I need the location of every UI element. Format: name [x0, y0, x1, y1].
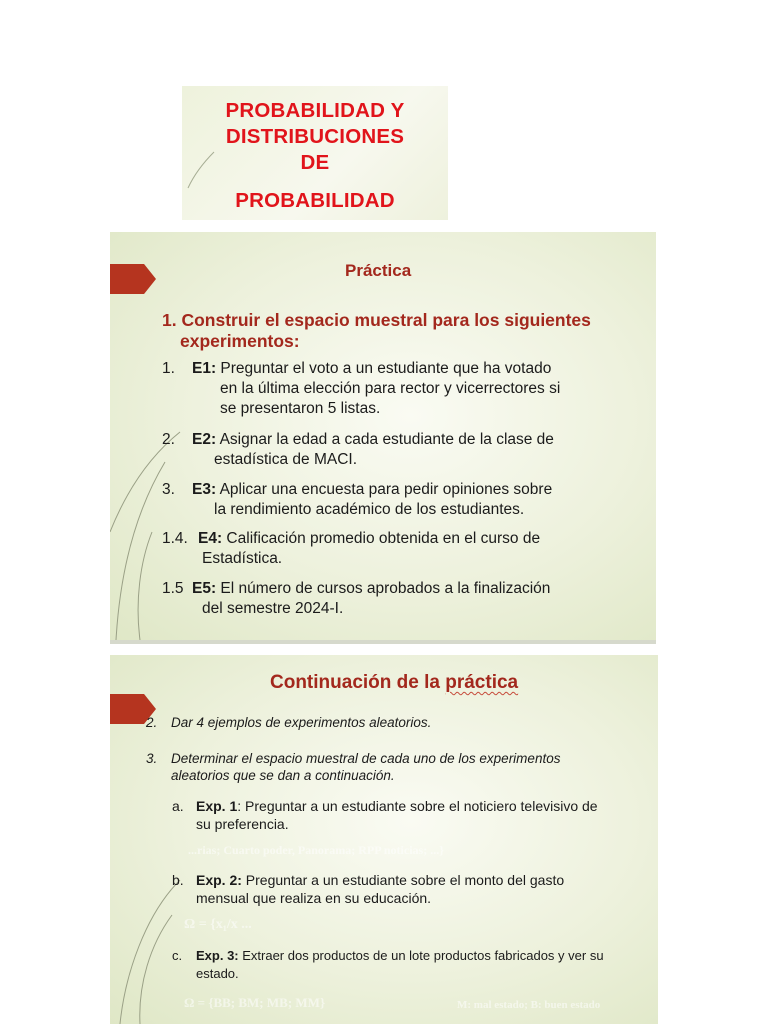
faded-answer-text: ...rias; Cuarto poder, Panorama; RPP noticias; ...}	[188, 843, 444, 857]
sub-question-text: Preguntar a un estudiante sobre el monto del gasto	[241, 872, 565, 888]
sub-question-code: Exp. 1	[196, 798, 238, 814]
cover-title-line-3: DE	[300, 151, 330, 174]
experiment-text: Calificación promedio obtenida en el curso de	[222, 530, 541, 547]
sub-question-text: : Preguntar a un estudiante sobre el noticiero televisivo de	[237, 798, 598, 814]
sub-question-item	[172, 947, 650, 983]
question-number: 2.	[146, 715, 158, 730]
sub-question-item	[172, 797, 650, 833]
experiment-code: E2:	[192, 431, 217, 448]
experiment-text: El número de cursos aprobados a la finalización	[216, 580, 551, 597]
experiment-text: Aplicar una encuesta para pedir opiniones sobre	[216, 481, 553, 498]
exercise-heading	[162, 310, 642, 352]
sub-question-text: Extraer dos productos de un lote productos fabricados y ver su	[238, 948, 604, 963]
sub-question-item	[172, 871, 650, 907]
practice-slide	[110, 232, 656, 644]
question-item	[146, 750, 646, 784]
experiment-text: Preguntar el voto a un estudiante que ha votado	[216, 360, 552, 377]
exercise-heading-line-1: 1. Construir el espacio muestral para los siguientes	[162, 310, 591, 330]
experiment-number: 1.4.	[162, 530, 188, 547]
experiment-text-cont: la rendimiento académico de los estudiantes.	[214, 501, 525, 518]
experiment-item	[162, 430, 647, 470]
sub-question-letter: c.	[172, 948, 183, 963]
experiment-text-cont: del semestre 2024-I.	[202, 600, 344, 617]
sub-question-text-cont: mensual que realiza en su educación.	[196, 890, 432, 906]
experiment-item	[162, 579, 647, 619]
experiment-number: 2.	[162, 431, 175, 448]
sub-question-letter: a.	[172, 798, 184, 814]
slide-title-prefix: Continuación de la	[270, 672, 446, 693]
experiment-item	[162, 359, 647, 419]
slide-title	[270, 672, 518, 694]
question-number: 3.	[146, 751, 158, 766]
exercise-heading-line-2: experimentos:	[180, 331, 300, 351]
experiment-code: E4:	[198, 530, 223, 547]
experiment-item	[162, 529, 647, 569]
experiment-code: E1:	[192, 360, 217, 377]
sub-question-text-cont: su preferencia.	[196, 816, 289, 832]
question-text: Determinar el espacio muestral de cada uno de los experimentos	[171, 751, 561, 766]
cover-title-line-1: PROBABILIDAD Y	[225, 99, 405, 122]
experiment-code: E5:	[192, 580, 217, 597]
sub-question-letter: b.	[172, 872, 184, 888]
experiment-text-cont: en la última elección para rector y vicerrectores si	[220, 380, 561, 397]
sub-question-code: Exp. 2:	[196, 872, 242, 888]
cover-title-box	[182, 86, 448, 220]
experiment-text-cont: estadística de MACI.	[214, 451, 358, 468]
question-item	[146, 714, 646, 731]
experiment-text: Asignar la edad a cada estudiante de la clase de	[216, 431, 554, 448]
slide-title-underlined: práctica	[445, 672, 519, 693]
faded-answer-text: Ω = {x₁/x ...	[184, 917, 252, 932]
experiment-text-cont: Estadística.	[202, 550, 283, 567]
experiment-item	[162, 480, 647, 520]
experiment-code: E3:	[192, 481, 217, 498]
experiment-number: 1.	[162, 360, 175, 377]
faded-answer-note: M: mal estado; B: buen estado	[457, 999, 601, 1011]
cover-title-line-4: PROBABILIDAD	[235, 189, 395, 212]
question-text: Dar 4 ejemplos de experimentos aleatorios.	[171, 715, 432, 730]
question-text-cont: aleatorios que se dan a continuación.	[171, 768, 395, 783]
practice-continuation-slide	[110, 655, 658, 1024]
faded-answer-text: Ω = {BB; BM; MB; MM}	[184, 995, 326, 1010]
experiment-number: 3.	[162, 481, 175, 498]
sub-question-code: Exp. 3:	[196, 948, 239, 963]
decorative-stroke-icon	[186, 150, 216, 190]
sub-question-text-cont: estado.	[196, 966, 239, 981]
experiment-number: 1.5	[162, 580, 184, 597]
cover-title-line-2: DISTRIBUCIONES	[225, 125, 405, 148]
slide-title: Práctica	[345, 261, 412, 280]
experiment-text-cont: se presentaron 5 listas.	[220, 400, 381, 417]
